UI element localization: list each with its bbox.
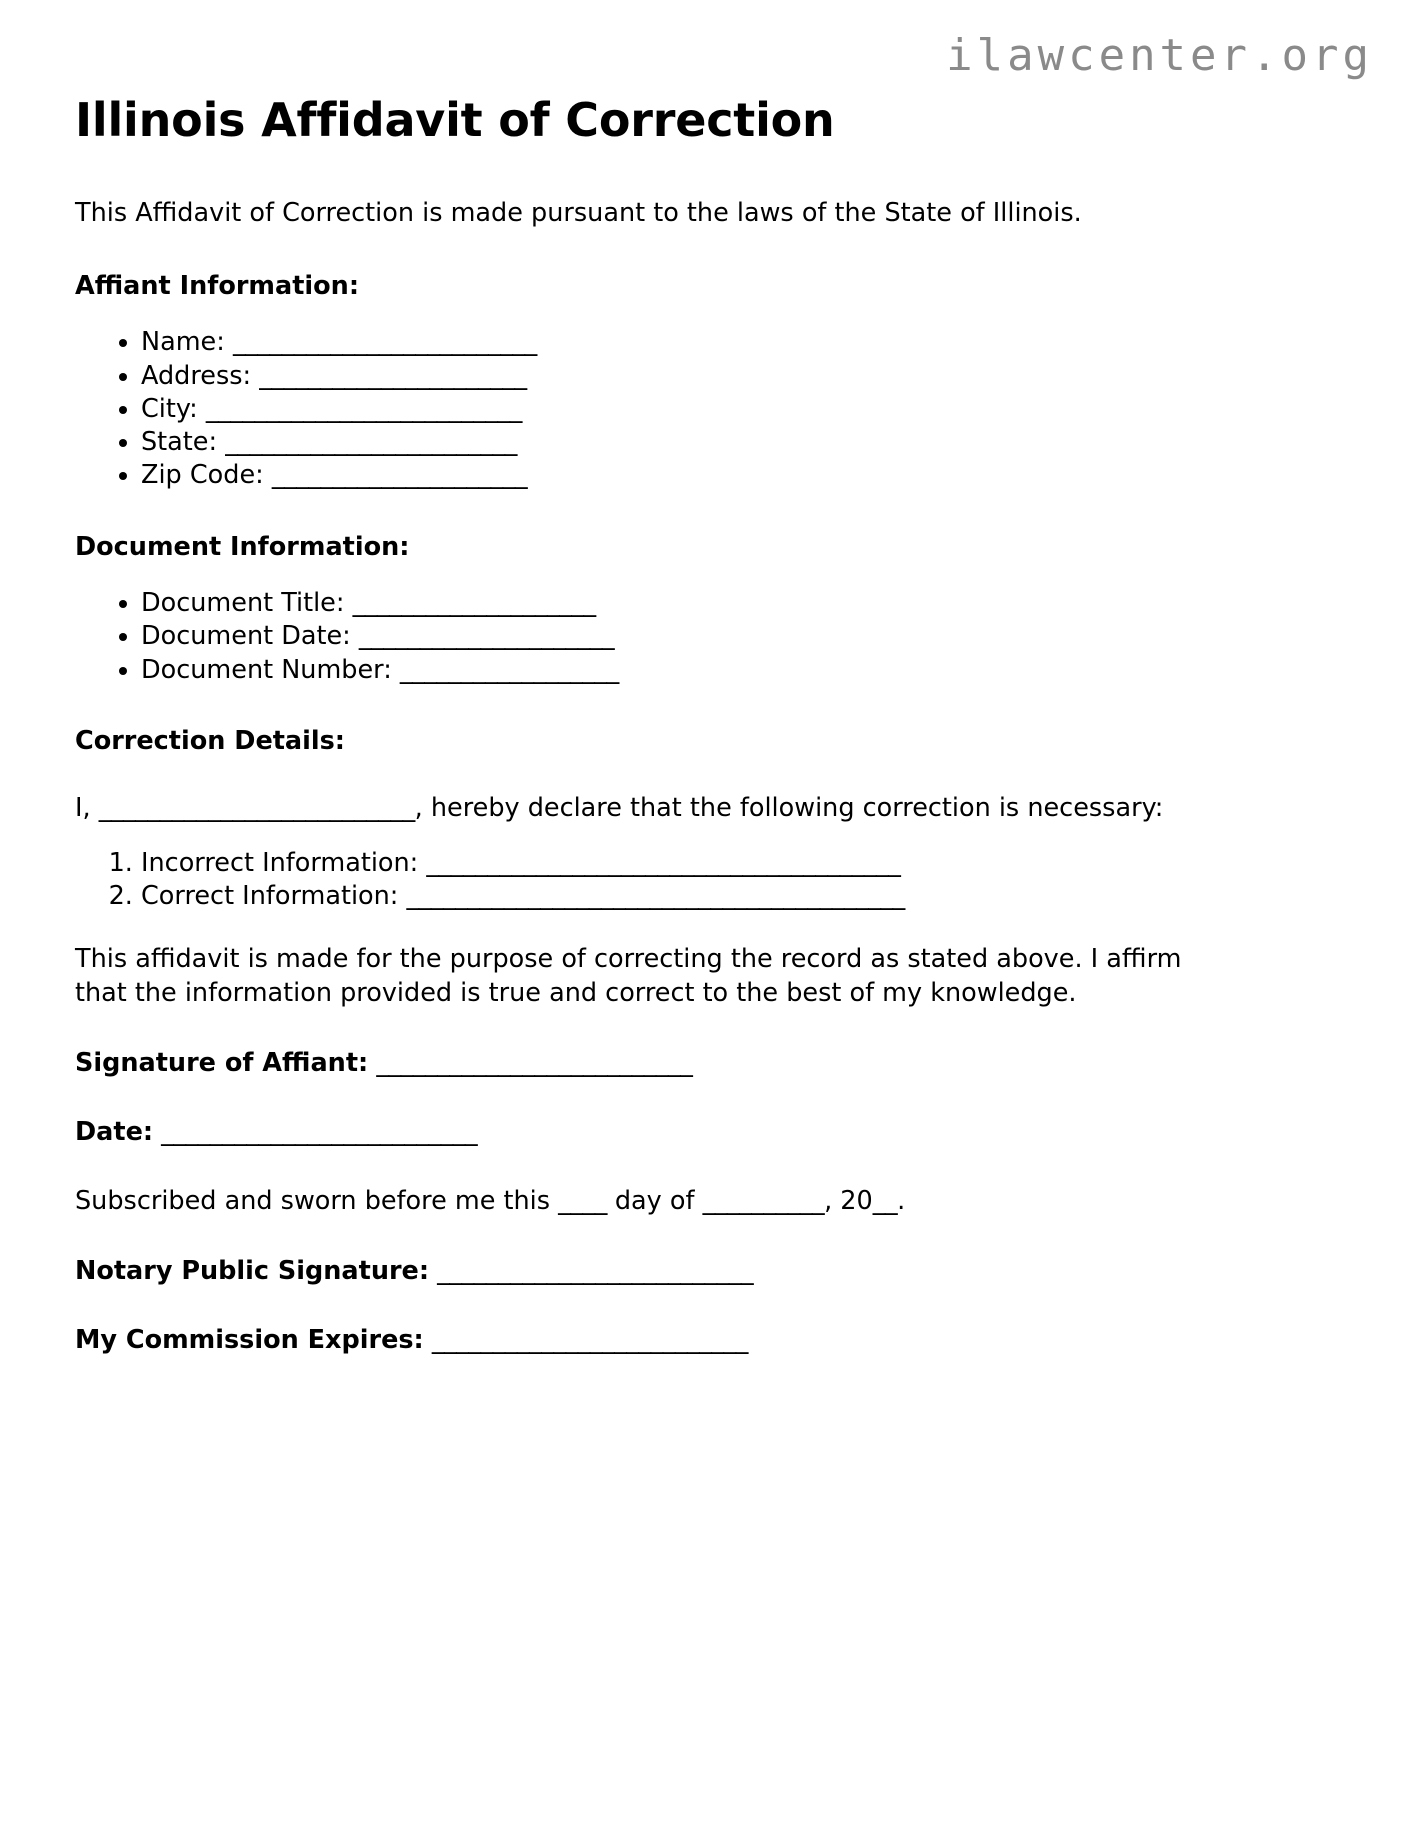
notary-signature-label: Notary Public Signature:	[75, 1255, 430, 1286]
sworn-day-blank[interactable]: ____	[558, 1186, 607, 1217]
field-label-document-date: Document Date:	[141, 621, 351, 652]
document-information-heading: Document Information:	[75, 531, 410, 562]
list-item	[141, 362, 1290, 391]
commission-expires-label: My Commission Expires:	[75, 1324, 424, 1355]
declaration-name-blank[interactable]: __________________________	[98, 793, 415, 824]
commission-expires-line	[75, 1324, 1290, 1357]
field-label-correct-information: Correct Information:	[141, 881, 399, 912]
field-label-incorrect-information: Incorrect Information:	[141, 848, 419, 879]
notary-signature-line	[75, 1255, 1290, 1288]
sworn-year-blank[interactable]: __	[872, 1186, 898, 1217]
list-item	[141, 328, 1290, 357]
field-label-zip-code: Zip Code:	[141, 460, 264, 491]
field-blank-state[interactable]: ________________________	[225, 427, 517, 458]
site-watermark: ilawcenter.org	[946, 30, 1373, 81]
field-label-address: Address:	[141, 360, 252, 391]
sworn-prefix: Subscribed and sworn before me this	[75, 1186, 559, 1217]
commission-expires-blank[interactable]: __________________________	[431, 1324, 748, 1355]
field-blank-address[interactable]: ______________________	[259, 360, 527, 391]
field-label-city: City:	[141, 393, 198, 424]
affirmation-paragraph: This affidavit is made for the purpose of correcting the record as stated above. I affirm that the information provided is true and correct to the best of my knowledge.	[75, 943, 1182, 1009]
list-item	[141, 461, 1290, 490]
correction-details-heading: Correction Details:	[75, 725, 345, 756]
field-blank-document-number[interactable]: __________________	[399, 654, 619, 685]
document-content	[75, 93, 1290, 1357]
affiant-information-list	[75, 328, 1290, 491]
date-label: Date:	[75, 1117, 154, 1148]
sworn-mid: day of	[606, 1186, 703, 1217]
correction-items-list	[75, 849, 1290, 912]
list-item	[141, 395, 1290, 424]
notary-signature-blank[interactable]: __________________________	[437, 1255, 754, 1286]
intro-paragraph: This Affidavit of Correction is made pursuant to the laws of the State of Illinois.	[75, 197, 1082, 228]
field-label-name: Name:	[141, 327, 225, 358]
list-item	[141, 882, 1290, 911]
field-blank-city[interactable]: __________________________	[205, 393, 522, 424]
field-blank-zip-code[interactable]: _____________________	[271, 460, 527, 491]
field-blank-incorrect-information[interactable]: _______________________________________	[426, 848, 901, 879]
affiant-signature-blank[interactable]: __________________________	[376, 1048, 693, 1079]
list-item	[141, 428, 1290, 457]
sworn-year-prefix: , 20	[824, 1186, 873, 1217]
date-line	[75, 1116, 1290, 1149]
list-item	[141, 589, 1290, 618]
affiant-signature-line	[75, 1047, 1290, 1080]
list-item	[141, 849, 1290, 878]
page-title: Illinois Affidavit of Correction	[75, 93, 835, 147]
list-item	[141, 622, 1290, 651]
field-blank-document-date[interactable]: _____________________	[358, 621, 615, 652]
declaration-prefix: I,	[75, 793, 99, 824]
affiant-signature-label: Signature of Affiant:	[75, 1048, 369, 1079]
affiant-information-heading: Affiant Information:	[75, 271, 360, 302]
declaration-suffix: , hereby declare that the following correction is necessary:	[414, 793, 1164, 824]
list-item	[141, 656, 1290, 685]
field-label-document-number: Document Number:	[141, 654, 392, 685]
document-information-list	[75, 589, 1290, 685]
sworn-month-blank[interactable]: __________	[702, 1186, 825, 1217]
field-label-state: State:	[141, 427, 218, 458]
sworn-suffix: .	[897, 1186, 906, 1217]
sworn-statement-line	[75, 1185, 1290, 1218]
field-blank-name[interactable]: _________________________	[232, 327, 537, 358]
field-blank-document-title[interactable]: ____________________	[352, 587, 596, 618]
declaration-line	[75, 792, 1290, 825]
field-label-document-title: Document Title:	[141, 587, 345, 618]
field-blank-correct-information[interactable]: _________________________________________	[406, 881, 905, 912]
date-blank[interactable]: __________________________	[161, 1117, 478, 1148]
